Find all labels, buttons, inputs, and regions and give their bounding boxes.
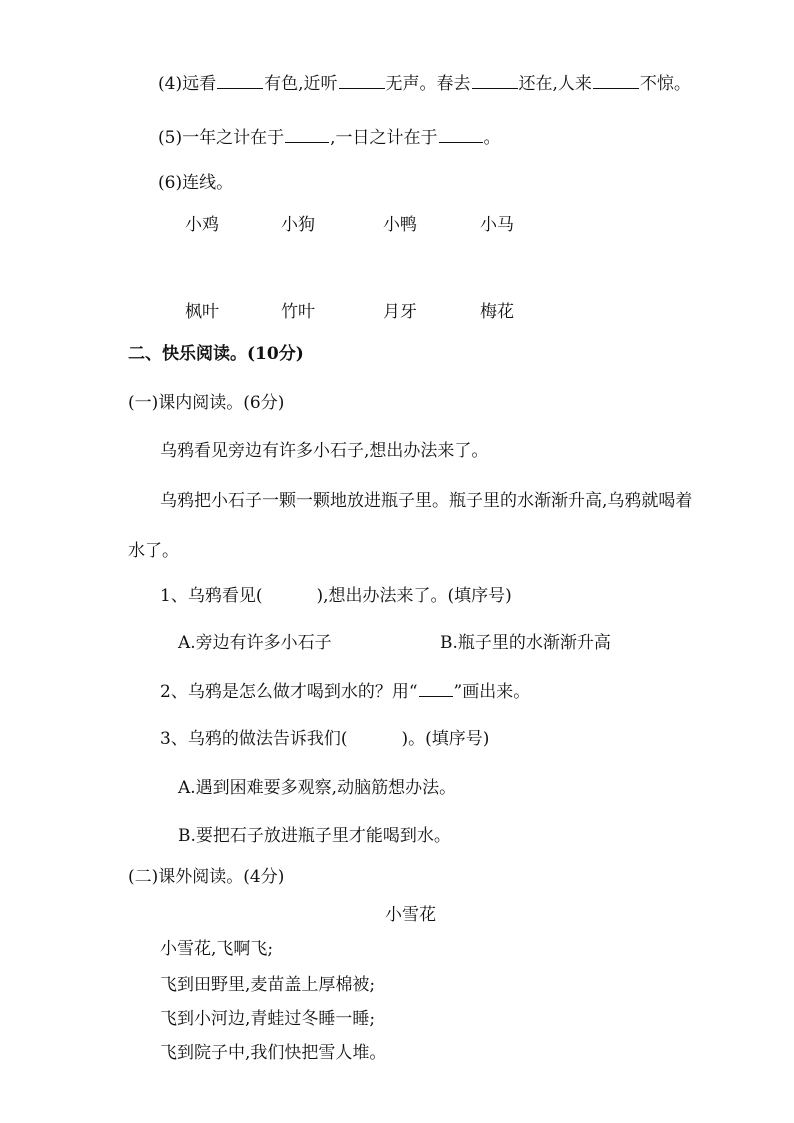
q5-prefix: (5)一年之计在于 [158, 128, 285, 148]
match-bottom-word-2[interactable]: 竹叶 [281, 302, 315, 322]
rq2-suffix: ”画出来。 [453, 682, 531, 702]
match-top-word-4[interactable]: 小马 [480, 215, 514, 235]
reading-paragraph-1: 乌鸦看见旁边有许多小石子,想出办法来了。 [160, 441, 489, 461]
part-2-title: (二)课外阅读。(4分) [128, 867, 285, 887]
match-bottom-word-1[interactable]: 枫叶 [185, 302, 219, 322]
part-1-title: (一)课内阅读。(6分) [128, 393, 285, 413]
section-2-title: 二、快乐阅读。(10分) [128, 344, 304, 364]
rq3-suffix: )。(填序号) [401, 729, 490, 749]
rq2-underline-sample [419, 680, 453, 697]
q4-text-2: 有色,近听 [264, 74, 338, 94]
reading-question-3 [160, 728, 489, 750]
question-5 [158, 126, 501, 149]
match-top-word-3[interactable]: 小鸭 [383, 215, 417, 235]
poem-line-4: 飞到院子中,我们快把雪人堆。 [160, 1043, 387, 1063]
q5-blank-1[interactable] [285, 126, 329, 143]
poem-title: 小雪花 [385, 905, 436, 925]
rq3-option-b: B.要把石子放进瓶子里才能喝到水。 [178, 826, 451, 846]
match-top-word-2[interactable]: 小狗 [281, 215, 315, 235]
q4-prefix: (4)远看 [158, 74, 217, 94]
rq3-prefix: 3、乌鸦的做法告诉我们( [160, 729, 348, 749]
poem-line-2: 飞到田野里,麦苗盖上厚棉被; [160, 975, 376, 995]
rq1-option-a: A.旁边有许多小石子 [178, 633, 332, 653]
reading-question-2 [160, 680, 530, 703]
match-bottom-word-3[interactable]: 月牙 [383, 302, 417, 322]
question-4 [158, 72, 691, 95]
rq3-option-a: A.遇到困难要多观察,动脑筋想办法。 [178, 778, 457, 798]
q4-text-4: 还在,人来 [518, 74, 592, 94]
q4-text-5: 不惊。 [639, 74, 691, 94]
q5-text-2: ,一日之计在于 [330, 128, 438, 148]
rq2-prefix: 2、乌鸦是怎么做才喝到水的？用“ [160, 682, 418, 702]
q4-blank-2[interactable] [339, 72, 385, 89]
q5-text-3: 。 [483, 128, 501, 148]
poem-line-3: 飞到小河边,青蛙过冬睡一睡; [160, 1009, 376, 1029]
rq1-suffix: ),想出办法来了。(填序号) [316, 586, 512, 606]
question-6-label: (6)连线。 [158, 173, 234, 193]
reading-question-1 [160, 585, 512, 607]
q4-text-3: 无声。春去 [385, 74, 471, 94]
q4-blank-3[interactable] [472, 72, 518, 89]
q4-blank-4[interactable] [593, 72, 639, 89]
q4-blank-1[interactable] [217, 72, 263, 89]
q5-blank-2[interactable] [439, 126, 483, 143]
match-bottom-word-4[interactable]: 梅花 [480, 302, 514, 322]
match-top-word-1[interactable]: 小鸡 [185, 215, 219, 235]
rq1-option-b: B.瓶子里的水渐渐升高 [440, 633, 611, 653]
reading-paragraph-2-line-2: 水了。 [128, 541, 179, 561]
poem-line-1: 小雪花,飞啊飞; [160, 939, 274, 959]
rq1-prefix: 1、乌鸦看见( [160, 586, 263, 606]
reading-paragraph-2-line-1: 乌鸦把小石子一颗一颗地放进瓶子里。瓶子里的水渐渐升高,乌鸦就喝着 [160, 491, 693, 511]
